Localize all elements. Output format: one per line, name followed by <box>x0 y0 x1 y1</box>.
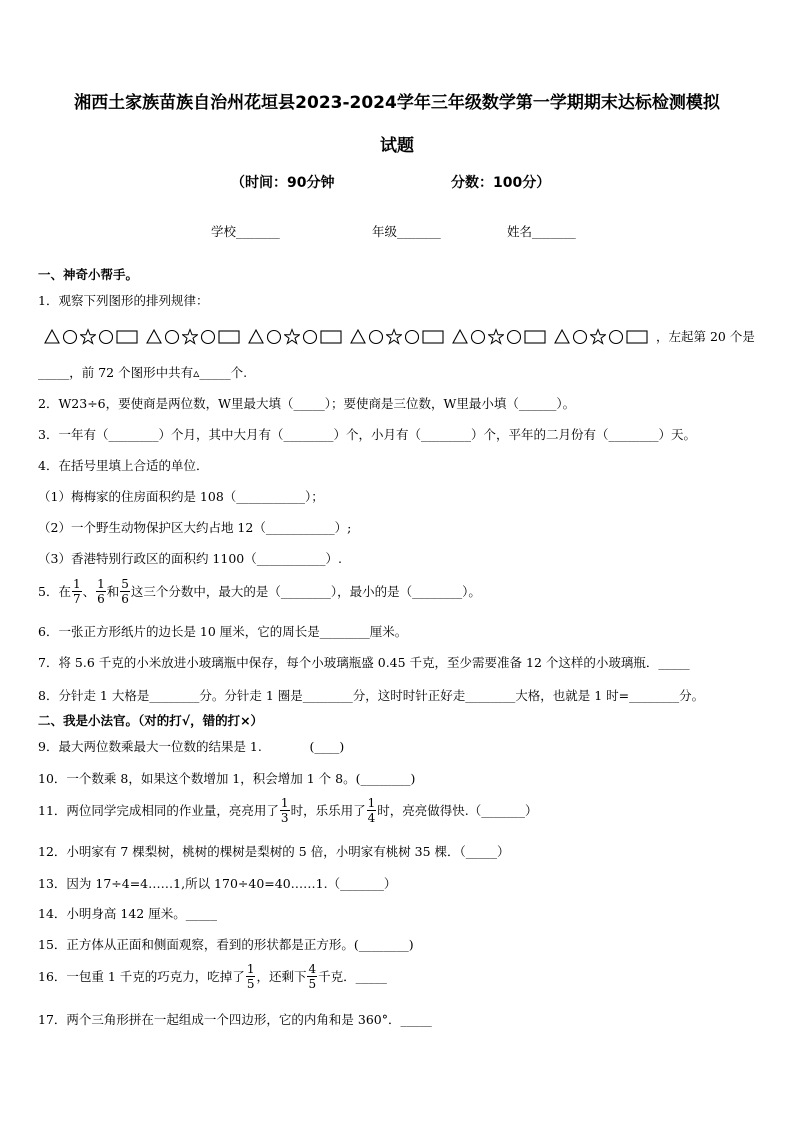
q5-text-b: 、 <box>82 583 96 599</box>
question-12: 12．小明家有 7 棵梨树，桃树的棵树是梨树的 5 倍，小明家有桃树 35 棵．（_____） <box>38 844 510 859</box>
pattern-group <box>44 328 140 345</box>
star-icon <box>80 328 96 345</box>
question-2: 2．W23÷6，要使商是两位数，W里最大填（_____）；要使商是三位数，W里最小填（______）。 <box>38 396 576 411</box>
question-17: 17．两个三角形拼在一起组成一个四边形，它的内角和是 360°．_____ <box>38 1012 432 1027</box>
pattern-group <box>554 328 650 345</box>
school-field: 学校_______ <box>211 224 280 239</box>
fraction-numerator: 1 <box>72 577 81 591</box>
question-10: 10．一个数乘 8，如果这个数增加 1，积会增加 1 个 8。(________) <box>38 771 416 786</box>
fraction-denominator: 3 <box>280 811 289 825</box>
name-field: 姓名_______ <box>507 224 576 239</box>
pattern-group <box>452 328 548 345</box>
question-4-3: （3）香港特别行政区的面积约 1100（___________）. <box>38 551 342 566</box>
question-4-1: （1）梅梅家的住房面积约是 108（___________）； <box>38 489 324 504</box>
question-1-intro: 1．观察下列图形的排列规律： <box>38 293 209 308</box>
rectangle-icon <box>320 328 342 345</box>
question-9: 9．最大两位数乘最大一位数的结果是 1. (____) <box>38 739 345 754</box>
circle-icon <box>506 328 522 345</box>
fraction-numerator: 1 <box>367 796 376 810</box>
fraction-numerator: 5 <box>121 577 129 591</box>
question-14: 14．小明身高 142 厘米。_____ <box>38 906 217 921</box>
exam-time: （时间：90分钟 <box>231 175 335 191</box>
circle-icon <box>470 328 486 345</box>
fraction-4-5 <box>307 962 317 991</box>
fraction-1-3 <box>280 796 290 825</box>
q16-text-a: 16．一包重 1 千克的巧克力，吃掉了 <box>38 968 245 984</box>
question-11 <box>38 796 537 825</box>
q5-text-d: 这三个分数中，最大的是（________），最小的是（________）。 <box>130 583 481 599</box>
rectangle-icon <box>116 328 138 345</box>
fraction-numerator: 1 <box>246 962 255 976</box>
fraction-1-6 <box>96 577 106 606</box>
question-4: 4．在括号里填上合适的单位． <box>38 458 209 473</box>
fraction-denominator: 5 <box>246 977 255 991</box>
triangle-icon <box>146 328 162 345</box>
star-icon <box>386 328 402 345</box>
triangle-icon <box>350 328 366 345</box>
circle-icon <box>164 328 180 345</box>
circle-icon <box>404 328 420 345</box>
fraction-denominator: 4 <box>367 811 376 825</box>
q16-text-b: ，还剩下 <box>256 968 307 984</box>
question-1-tail: ，左起第 20 个是 <box>656 328 755 344</box>
q11-text-b: 时，乐乐用了 <box>290 802 366 818</box>
question-7: 7．将 5.6 千克的小米放进小玻璃瓶中保存，每个小玻璃瓶盛 0.45 千克，至少需要准备 12 个这样的小玻璃瓶．_____ <box>38 655 690 670</box>
q11-text-c: 时，亮亮做得快.（_______） <box>377 802 538 818</box>
star-icon <box>488 328 504 345</box>
circle-icon <box>302 328 318 345</box>
question-15: 15．正方体从正面和侧面观察，看到的形状都是正方形。(________) <box>38 937 414 952</box>
fraction-denominator: 6 <box>121 592 129 606</box>
triangle-icon <box>452 328 468 345</box>
section-1-heading: 一、神奇小帮手。 <box>38 267 139 282</box>
q5-text-c: 和 <box>106 583 120 599</box>
fraction-numerator: 4 <box>308 962 317 976</box>
question-1-line-2: _____，前 72 个图形中共有▵_____个. <box>38 365 248 380</box>
circle-icon <box>572 328 588 345</box>
shape-pattern <box>44 328 656 345</box>
circle-icon <box>98 328 114 345</box>
question-5 <box>38 577 481 606</box>
fraction-numerator: 1 <box>280 796 289 810</box>
circle-icon <box>608 328 624 345</box>
rectangle-icon <box>422 328 444 345</box>
pattern-group <box>146 328 242 345</box>
star-icon <box>284 328 300 345</box>
circle-icon <box>62 328 78 345</box>
fraction-1-4 <box>367 796 377 825</box>
triangle-icon <box>554 328 570 345</box>
question-1-pattern-row <box>44 328 755 345</box>
rectangle-icon <box>626 328 648 345</box>
section-2-heading: 二、我是小法官。（对的打√，错的打×） <box>38 713 264 728</box>
rectangle-icon <box>218 328 240 345</box>
triangle-icon <box>248 328 264 345</box>
fraction-5-6 <box>120 577 130 606</box>
fraction-denominator: 6 <box>97 592 105 606</box>
q5-text-a: 5．在 <box>38 583 71 599</box>
star-icon <box>182 328 198 345</box>
circle-icon <box>266 328 282 345</box>
grade-field: 年级_______ <box>372 224 441 239</box>
triangle-icon <box>44 328 60 345</box>
fraction-numerator: 1 <box>97 577 105 591</box>
pattern-group <box>248 328 344 345</box>
rectangle-icon <box>524 328 546 345</box>
title-line-1: 湘西土家族苗族自治州花垣县2023-2024学年三年级数学第一学期期末达标检测模拟 <box>74 93 720 113</box>
fraction-1-7 <box>72 577 82 606</box>
question-13: 13．因为 17÷4=4……1,所以 170÷40=40……1.（_______） <box>38 876 397 891</box>
exam-score: 分数：100分） <box>451 175 551 191</box>
circle-icon <box>200 328 216 345</box>
q11-text-a: 11．两位同学完成相同的作业量，亮亮用了 <box>38 802 279 818</box>
fraction-denominator: 7 <box>72 592 81 606</box>
question-6: 6．一张正方形纸片的边长是 10 厘米，它的周长是________厘米。 <box>38 624 408 639</box>
question-16 <box>38 962 387 991</box>
question-4-2: （2）一个野生动物保护区大约占地 12（___________）; <box>38 520 352 535</box>
q16-text-c: 千克．_____ <box>318 968 387 984</box>
circle-icon <box>368 328 384 345</box>
fraction-1-5 <box>246 962 256 991</box>
question-3: 3．一年有（________）个月，其中大月有（________）个，小月有（________）个，平年的二月份有（________）天。 <box>38 427 696 442</box>
fraction-denominator: 5 <box>308 977 317 991</box>
title-line-2: 试题 <box>380 136 414 156</box>
pattern-group <box>350 328 446 345</box>
star-icon <box>590 328 606 345</box>
question-8: 8．分针走 1 大格是________分。分针走 1 圈是________分，这时时针正好走________大格，也就是 1 时=________分。 <box>38 688 705 703</box>
